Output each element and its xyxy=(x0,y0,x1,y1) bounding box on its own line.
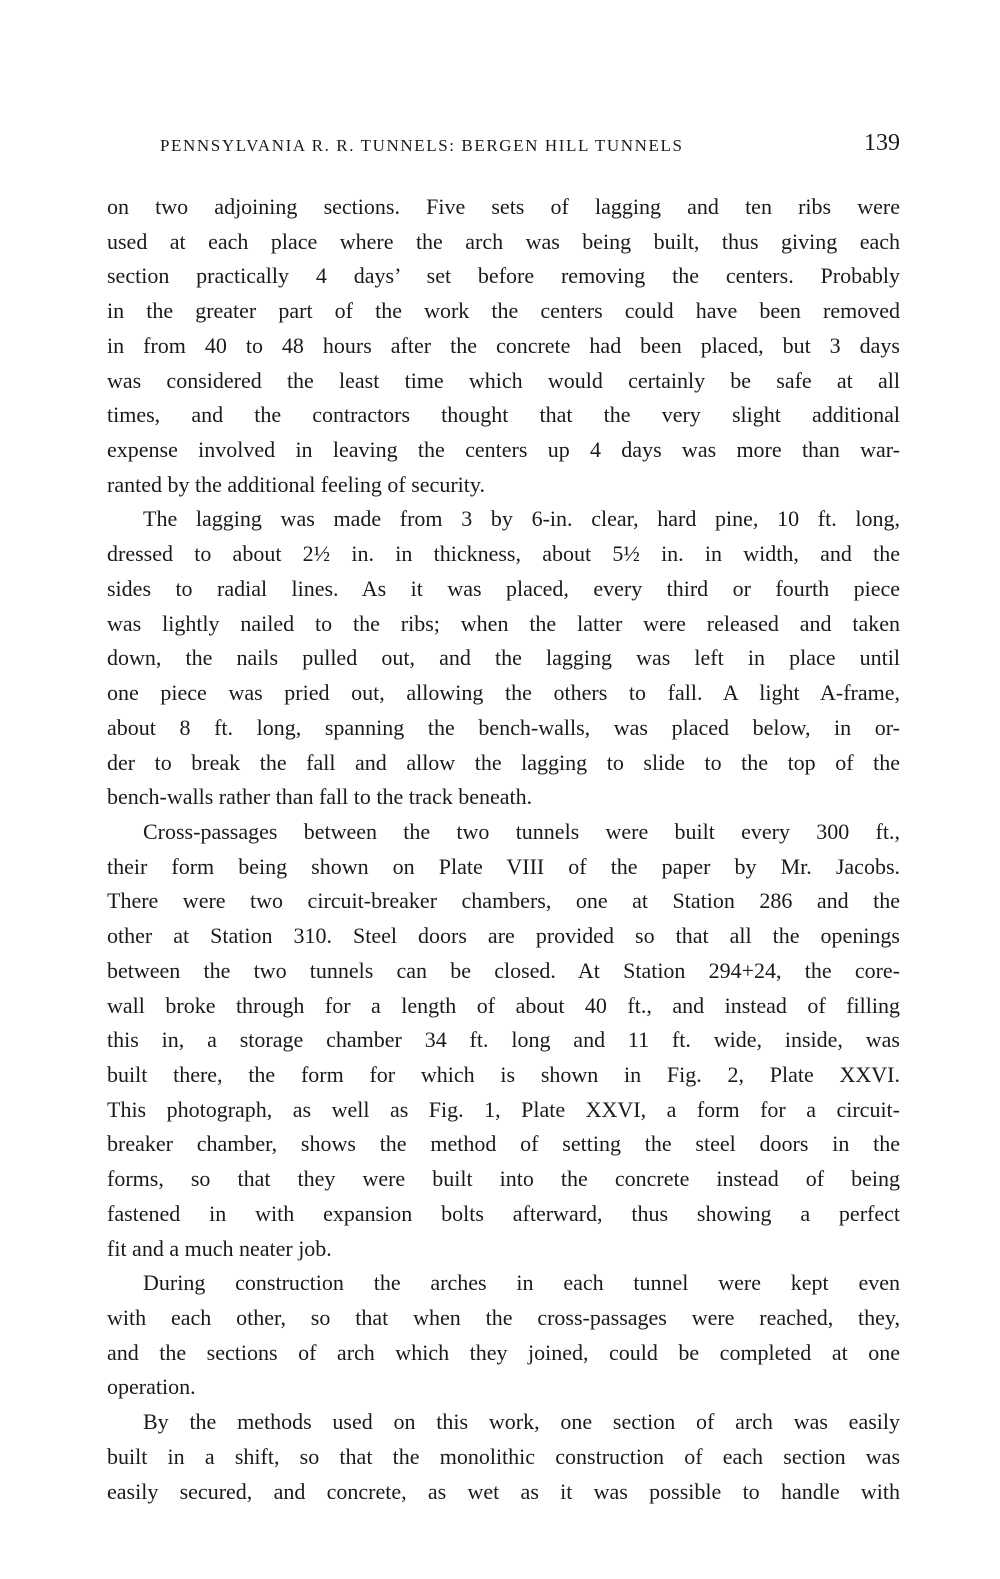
text-line: forms, so that they were built into the concrete instead of being xyxy=(107,1166,900,1192)
line xyxy=(107,1127,900,1162)
text-line: one piece was pried out, allowing the others to fall. A light A-frame, xyxy=(107,680,900,706)
line xyxy=(107,1162,900,1197)
text-line: times, and the contractors thought that the very slight additional xyxy=(107,402,900,428)
text-line: wall broke through for a length of about 40 ft., and instead of filling xyxy=(107,992,900,1018)
line xyxy=(107,398,900,433)
body-text xyxy=(107,190,900,1509)
text-line: operation. xyxy=(107,1374,196,1400)
text-line: this in, a storage chamber 34 ft. long and 11 ft. wide, inside, was xyxy=(107,1027,900,1053)
text-line: their form being shown on Plate VIII of the paper by Mr. Jacobs. xyxy=(107,853,900,879)
text-line: This photograph, as well as Fig. 1, Plate XXVI, a form for a circuit- xyxy=(107,1096,900,1122)
line xyxy=(107,502,900,537)
page-header xyxy=(160,130,900,164)
line xyxy=(107,884,900,919)
paragraph xyxy=(107,502,900,814)
text-line: was lightly nailed to the ribs; when the latter were released and taken xyxy=(107,610,900,636)
text-line: By the methods used on this work, one section of arch was easily xyxy=(143,1409,900,1435)
running-head: PENNSYLVANIA R. R. TUNNELS: BERGEN HILL TUNNELS xyxy=(160,136,684,155)
paragraph xyxy=(107,815,900,1266)
paragraph xyxy=(107,190,900,502)
text-line: about 8 ft. long, spanning the bench-walls, was placed below, in or- xyxy=(107,714,900,740)
text-line: with each other, so that when the cross-passages were reached, they, xyxy=(107,1305,900,1330)
line xyxy=(107,815,900,850)
line xyxy=(107,1197,900,1232)
text-line: breaker chamber, shows the method of setting the steel doors in the xyxy=(107,1131,900,1157)
line xyxy=(107,780,900,815)
line xyxy=(107,850,900,885)
line xyxy=(107,1440,900,1475)
text-line: in the greater part of the work the centers could have been removed xyxy=(107,298,900,324)
line xyxy=(107,989,900,1024)
text-line: other at Station 310. Steel doors are provided so that all the openings xyxy=(107,923,900,949)
line xyxy=(107,746,900,781)
text-line: on two adjoining sections. Five sets of lagging and ten ribs were xyxy=(107,194,900,219)
text-line: was considered the least time which would certainly be safe at all xyxy=(107,367,900,393)
text-line: fastened in with expansion bolts afterward, thus showing a perfect xyxy=(107,1200,900,1226)
line xyxy=(107,1093,900,1128)
line xyxy=(107,1475,900,1510)
text-line: between the two tunnels can be closed. At Station 294+24, the core- xyxy=(107,957,900,983)
text-line: There were two circuit-breaker chambers, one at Station 286 and the xyxy=(107,888,900,914)
text-line: used at each place where the arch was being built, thus giving each xyxy=(107,228,900,254)
text-line: dressed to about 2½ in. in thickness, about 5½ in. in width, and the xyxy=(107,541,900,567)
text-line: ranted by the additional feeling of security. xyxy=(107,471,485,497)
line xyxy=(107,676,900,711)
line xyxy=(107,468,900,503)
line xyxy=(107,364,900,399)
line xyxy=(107,1301,900,1336)
text-line: fit and a much neater job. xyxy=(107,1235,332,1261)
line xyxy=(107,711,900,746)
text-line: Cross-passages between the two tunnels were built every 300 ft., xyxy=(143,818,900,844)
line xyxy=(107,1336,900,1371)
paragraph xyxy=(107,1266,900,1405)
text-line: bench-walls rather than fall to the track beneath. xyxy=(107,784,533,810)
text-line: section practically 4 days’ set before removing the centers. Probably xyxy=(107,263,900,289)
text-line: down, the nails pulled out, and the lagging was left in place until xyxy=(107,645,900,671)
line xyxy=(107,1370,900,1405)
text-line: built there, the form for which is shown in Fig. 2, Plate XXVI. xyxy=(107,1061,900,1087)
line xyxy=(107,919,900,954)
line xyxy=(107,1023,900,1058)
line xyxy=(107,259,900,294)
line xyxy=(107,954,900,989)
text-line: easily secured, and concrete, as wet as it was possible to handle with xyxy=(107,1478,900,1504)
line xyxy=(107,433,900,468)
line xyxy=(107,294,900,329)
line xyxy=(107,225,900,260)
line xyxy=(107,329,900,364)
text-line: expense involved in leaving the centers up 4 days was more than war- xyxy=(107,437,900,463)
text-line: and the sections of arch which they joined, could be completed at one xyxy=(107,1339,900,1365)
paragraph xyxy=(107,1405,900,1509)
text-line: in from 40 to 48 hours after the concrete had been placed, but 3 days xyxy=(107,332,900,358)
line xyxy=(107,1232,900,1267)
line xyxy=(107,190,900,225)
line xyxy=(107,607,900,642)
page-number: 139 xyxy=(864,130,900,156)
text-line: built in a shift, so that the monolithic construction of each section was xyxy=(107,1443,900,1469)
line xyxy=(107,1058,900,1093)
text-line: der to break the fall and allow the lagging to slide to the top of the xyxy=(107,749,900,775)
line xyxy=(107,641,900,676)
line xyxy=(107,1405,900,1440)
text-line: During construction the arches in each tunnel were kept even xyxy=(143,1270,900,1296)
text-line: The lagging was made from 3 by 6-in. clear, hard pine, 10 ft. long, xyxy=(143,506,900,532)
line xyxy=(107,572,900,607)
line xyxy=(107,1266,900,1301)
text-line: sides to radial lines. As it was placed, every third or fourth piece xyxy=(107,575,900,601)
line xyxy=(107,537,900,572)
